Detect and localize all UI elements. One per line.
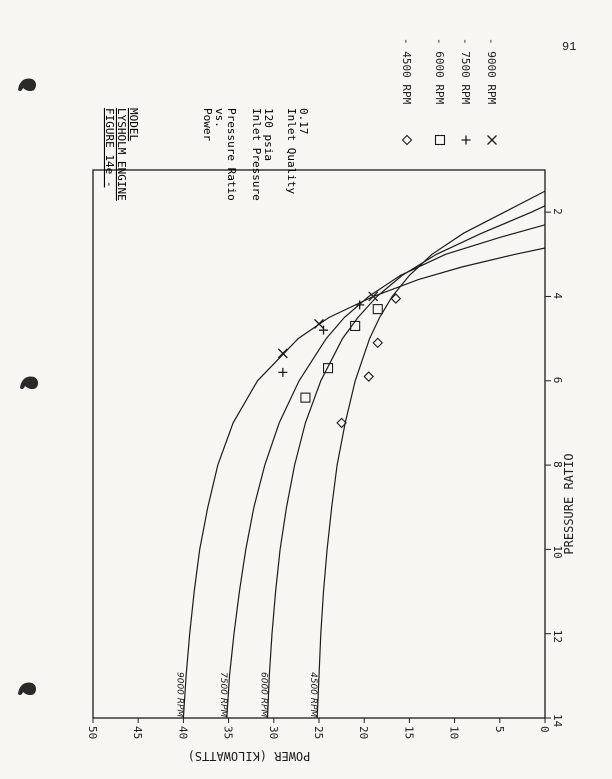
x-tick-label: 10 [551,545,564,559]
curve-label: 4500 RPM [308,672,319,718]
model-curve [317,191,545,718]
inlet-quality-label: Inlet Quality [285,108,298,195]
figure-title-line1: FIGURE 14e - [103,108,116,188]
curve-label: 9000 RPM [174,672,185,718]
data-point [278,349,287,358]
y-tick-label: 40 [176,726,190,740]
data-point [373,305,382,314]
punch-hole-icon [16,680,38,698]
data-point [364,372,373,381]
figure-title-line3: MODEL [127,108,140,142]
x-tick-label: 4 [551,292,564,300]
legend-label: - 4500 RPM [400,38,413,105]
x-tick-label: 14 [551,714,564,728]
figure-title-line2: LYSHOLM ENGINE [115,108,128,201]
x-tick-label: 6 [551,376,564,384]
y-tick-label: 0 [538,726,551,733]
curve-label: 6000 RPM [258,672,269,718]
legend-label: - 7500 RPM [459,38,472,105]
legend-marker-cross [488,136,497,145]
chart-legend [400,38,498,145]
x-axis-label: PRESSURE RATIO [562,453,576,555]
punch-hole-icon [16,76,38,94]
figure-desc-line1: Power [201,108,214,142]
data-point [324,364,333,373]
y-axis-label: POWER (KILOWATTS) [187,749,311,763]
model-curve [268,206,546,718]
figure-title-block [103,108,310,201]
figure-desc-line3: Pressure Ratio [225,108,238,201]
legend-label: - 6000 RPM [433,38,446,105]
legend-label: - 9000 RPM [485,38,498,105]
plot-frame [93,170,545,718]
chart-plot-layer [86,170,576,763]
legend-marker-plus [462,136,471,145]
figure-desc-line2: vs. [213,108,226,128]
model-curve [183,248,545,718]
y-tick-label: 50 [86,726,99,740]
legend-marker-diamond [403,136,412,145]
curve-label: 7500 RPM [217,672,228,718]
y-tick-label: 35 [221,726,235,740]
x-tick-label: 8 [551,461,564,468]
y-tick-label: 10 [447,726,461,740]
model-curve [227,225,545,718]
punch-hole-icon [18,374,40,392]
data-point [319,326,328,335]
inlet-quality-value: 0.17 [297,108,310,135]
data-point [373,338,382,347]
x-tick-label: 12 [551,629,564,643]
data-point [278,368,287,377]
y-tick-label: 15 [402,726,416,740]
inlet-pressure-value: 120 psia [262,108,275,161]
y-tick-label: 25 [312,726,325,740]
legend-marker-square [436,136,445,145]
inlet-pressure-label: Inlet Pressure [250,108,263,201]
y-tick-label: 5 [492,726,506,733]
y-tick-label: 45 [131,726,145,740]
x-tick-label: 2 [551,208,564,215]
y-tick-label: 30 [266,726,280,740]
data-point [301,393,310,402]
y-tick-label: 20 [357,726,371,740]
page-number: 91 [562,40,577,54]
data-point [315,319,324,328]
